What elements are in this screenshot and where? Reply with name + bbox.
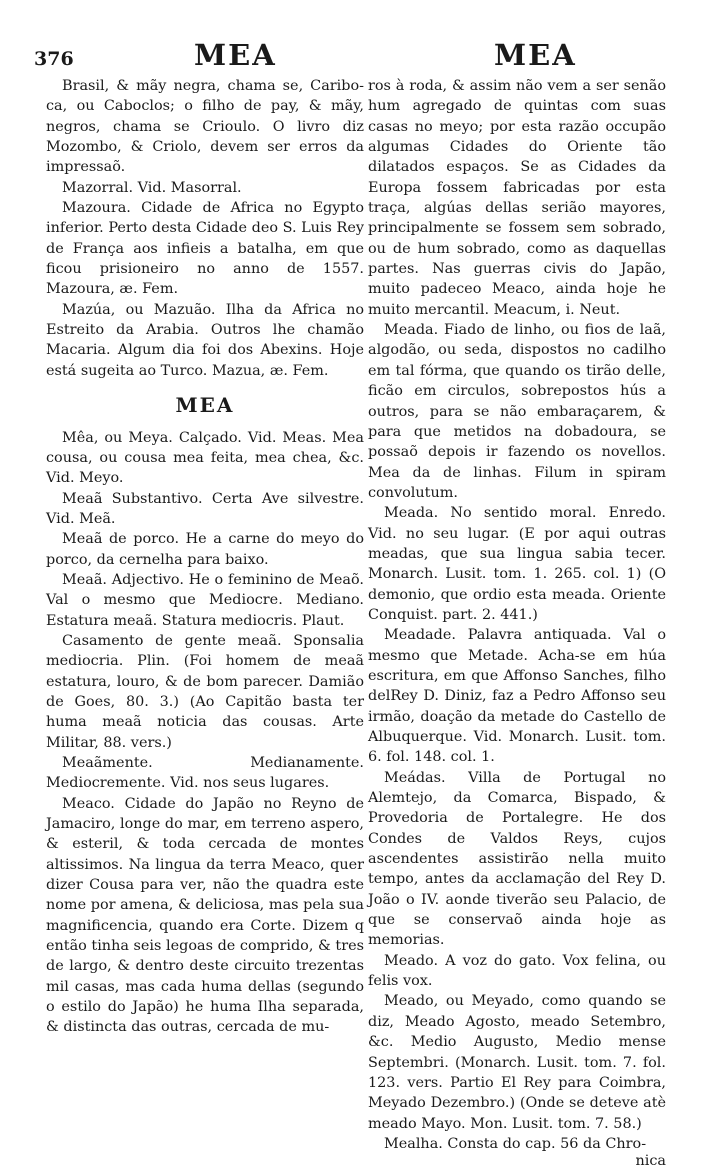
dictionary-entry: Meado. A voz do gato. Vox felina, ou felis vox. (368, 952, 666, 990)
dictionary-entry: Meaã. Adjectivo. He o feminino de Meaõ. Val o mesmo que Mediocre. Mediano. Estatura meaã. Statura mediocris. Plaut. (46, 571, 364, 629)
dictionary-entry: Meadade. Palavra antiquada. Val o mesmo que Metade. Acha-se em húa escritura, em que Affonso Sanches, filho delRey D. Diniz, faz a Pedro Affonso seu irmão, doação da metade do Castello de Albuquerque. Vid. Monarch. Lusit. tom. 6. fol. 148. col. 1. (368, 627, 666, 766)
dictionary-entry: Mazúa, ou Mazuão. Ilha da Africa no Estreito da Arabia. Outros lhe chamão Macaria. Algum dia foi dos Abexins. Hoje está sugeita ao Turco. Mazua, æ. Fem. (46, 301, 364, 379)
page-header (0, 38, 709, 78)
dictionary-entry: Meada. No sentido moral. Enredo. Vid. no seu lugar. (E por aqui outras meadas, que sua lingua sabia tecer. Monarch. Lusit. tom. 1. 265. col. 1) (O demonio, que ordio esta meada. Oriente Conquist. part. 2. 441.) (368, 505, 666, 623)
dictionary-entry: Meada. Fiado de linho, ou fios de laã, algodão, ou seda, dispostos no cadilho em tal fórma, que quando os tirão delle, ficão em circulos, sobrepostos hús a outros, para se não embaraçarem, & para que metidos na dobadoura, se possaõ depois ir fazendo os novellos. Mea da de linhas. Filum in spiram convolutum. (368, 322, 666, 501)
dictionary-entry: Meaã de porco. He a carne do meyo do porco, da cernelha para baixo. (46, 531, 364, 568)
right-column (368, 76, 666, 1170)
dictionary-entry: ros à roda, & assim não vem a ser senão hum agregado de quintas com suas casas no meyo; por esta razão occupão algumas Cidades do Oriente tão dilatados espaços. Se as Cidades da Europa fossem fabricadas por esta traça, algúas dellas serião mayores, principalmente se fossem sem sobrado, ou de hum sobrado, como as daquellas partes. Nas guerras civis do Japão, muito padeceo Meaco, ainda hoje he muito mercantil. Meacum, i. Neut. (368, 78, 666, 318)
dictionary-entry: Meaãmente. Medianamente. Mediocremente. Vid. nos seus lugares. (46, 755, 364, 792)
dictionary-entry: Mazoura. Cidade de Africa no Egypto inferior. Perto desta Cidade deo S. Luis Rey de França aos infieis a batalha, em que ficou prisioneiro no anno de 1557. Mazoura, æ. Fem. (46, 200, 364, 298)
catchword: nica (635, 1153, 666, 1170)
dictionary-entry: Brasil, & mãy negra, chama se, Caribo-ca, ou Caboclos; o filho de pay, & mãy, negros, chama se Crioulo. O livro diz Mozombo, & Criolo, devem ser erros da impressaõ. (46, 78, 364, 176)
dictionary-entry: Casamento de gente meaã. Sponsalia mediocria. Plin. (Foi homem de meaã estatura, louro, & de bom parecer. Damião de Goes, 80. 3.) (Ao Capitão basta ter huma meaã noticia das cousas. Arte Militar, 88. vers.) (46, 632, 364, 751)
section-heading: MEA (175, 393, 235, 418)
dictionary-entry: Meaco. Cidade do Japão no Reyno de Jamaciro, longe do mar, em terreno aspero, & esteril, & toda cercada de montes altissimos. Na lingua da terra Meaco, quer dizer Cousa para ver, não the quadra este nome por amena, & deliciosa, mas pela sua magnificencia, quando era Corte. Dizem q então tinha seis legoas de comprido, & tres de largo, & dentro deste circuito trezentas mil casas, mas cada huma dellas (segundo o estilo do Japão) he huma Ilha separada, & distincta das outras, cercada de mu- (46, 795, 364, 1036)
dictionary-entry: Meado, ou Meyado, como quando se diz, Meado Agosto, meado Setembro, &c. Medio Augusto, Medio mense Septembri. (Monarch. Lusit. tom. 7. fol. 123. vers. Partio El Rey para Coimbra, Meyado Dezembro.) (Onde se deteve atè meado Mayo. Mon. Lusit. tom. 7. 58.) (368, 993, 666, 1132)
page-number: 376 (34, 48, 74, 70)
left-column (46, 76, 364, 1038)
dictionary-entry: Meaã Substantivo. Certa Ave silvestre. Vid. Meã. (46, 490, 364, 527)
dictionary-entry: Mealha. Consta do cap. 56 da Chro- (384, 1135, 647, 1152)
dictionary-entry: Mêa, ou Meya. Calçado. Vid. Meas. Mea cousa, ou cousa mea feita, mea chea, &c. Vid. Meyo. (46, 429, 364, 487)
right-running-head: MEA (494, 38, 577, 72)
dictionary-entry: Mazorral. Vid. Masorral. (62, 179, 242, 196)
left-running-head: MEA (194, 38, 277, 72)
dictionary-entry: Meádas. Villa de Portugal no Alemtejo, da Comarca, Bispado, & Provedoria de Portalegre. He dos Condes de Valdos Reys, cujos ascendentes assistirão nella muito tempo, antes da acclamação del Rey D. João o IV. aonde tiverão seu Palacio, de que se conservaõ ainda hoje as memorias. (368, 769, 666, 949)
